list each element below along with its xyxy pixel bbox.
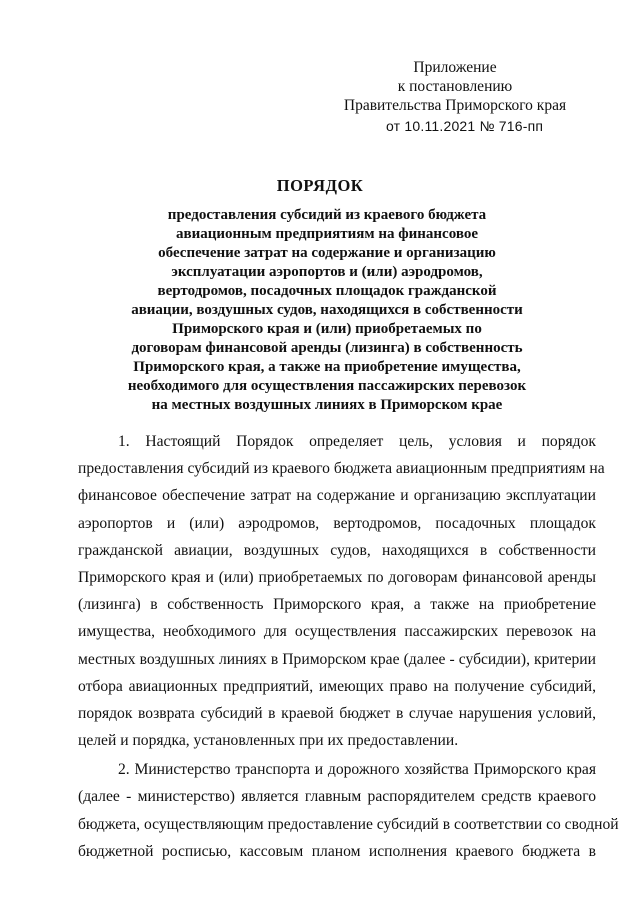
paragraph-line: предоставления субсидий из краевого бюджета авиационным предприятиям на: [78, 460, 605, 478]
document-title: ПОРЯДОК: [276, 176, 364, 195]
paragraph-line: финансовое обеспечение затрат на содержание и организацию эксплуатации: [78, 487, 596, 505]
paragraph-line: гражданской авиации, воздушных судов, находящихся в собственности: [78, 541, 596, 559]
resolution-stamp: от 10.11.2021 № 716-пп: [386, 118, 544, 134]
paragraph-line: имущества, необходимого для осуществления пассажирских перевозок на: [78, 623, 596, 641]
subtitle-line: Приморского края и (или) приобретаемых по: [172, 321, 482, 337]
appendix-line: к постановлению: [397, 78, 513, 95]
paragraph-line: (далее - министерство) является главным распорядителем средств краевого: [78, 788, 596, 806]
subtitle-line: договорам финансовой аренды (лизинга) в собственность: [131, 340, 523, 356]
paragraph-line: бюджетной росписью, кассовым планом исполнения краевого бюджета в: [78, 842, 596, 860]
document-body: [78, 428, 619, 865]
paragraph-line: 1. Настоящий Порядок определяет цель, условия и порядок: [118, 433, 596, 450]
paragraph-line: 2. Министерство транспорта и дорожного хозяйства Приморского края: [118, 761, 596, 779]
paragraph-line: (лизинга) в собственность Приморского края, а также на приобретение: [78, 596, 596, 614]
paragraph-line: местных воздушных линиях в Приморском крае (далее - субсидии), критерии: [78, 650, 596, 668]
paragraph-2: [78, 756, 619, 865]
paragraph-line: Приморского края и (или) приобретаемых по договорам финансовой аренды: [78, 568, 596, 586]
subtitle-line: обеспечение затрат на содержание и организацию: [158, 245, 496, 261]
appendix-header: [330, 58, 580, 115]
paragraph-line: целей и порядка, установленных при их предоставлении.: [78, 732, 459, 750]
subtitle-line: Приморского края, а также на приобретение имущества,: [133, 359, 521, 375]
subtitle-line: предоставления субсидий из краевого бюджета: [167, 207, 487, 223]
appendix-line: Приложение: [413, 59, 497, 76]
paragraph-line: аэропортов и (или) аэродромов, вертодромов, посадочных площадок: [78, 514, 596, 532]
paragraph-line: порядок возврата субсидий в краевой бюджет в случае нарушения условий,: [78, 704, 596, 722]
appendix-line: Правительства Приморского края: [343, 97, 567, 114]
subtitle-line: на местных воздушных линиях в Приморском крае: [151, 397, 503, 413]
subtitle-line: эксплуатации аэропортов и (или) аэродромов,: [171, 264, 483, 280]
subtitle-line: авиационным предприятиям на финансовое: [176, 226, 478, 242]
subtitle-line: вертодромов, посадочных площадок гражданской: [157, 283, 497, 299]
subtitle-line: авиации, воздушных судов, находящихся в собственности: [131, 302, 523, 318]
paragraph-line: бюджета, осуществляющим предоставление субсидий в соответствии со сводной: [78, 815, 619, 833]
paragraph-line: отбора авиационных предприятий, имеющих право на получение субсидий,: [78, 677, 596, 695]
paragraph-1: [78, 428, 605, 754]
document-subtitle: [120, 206, 534, 415]
subtitle-line: необходимого для осуществления пассажирских перевозок: [127, 378, 527, 394]
